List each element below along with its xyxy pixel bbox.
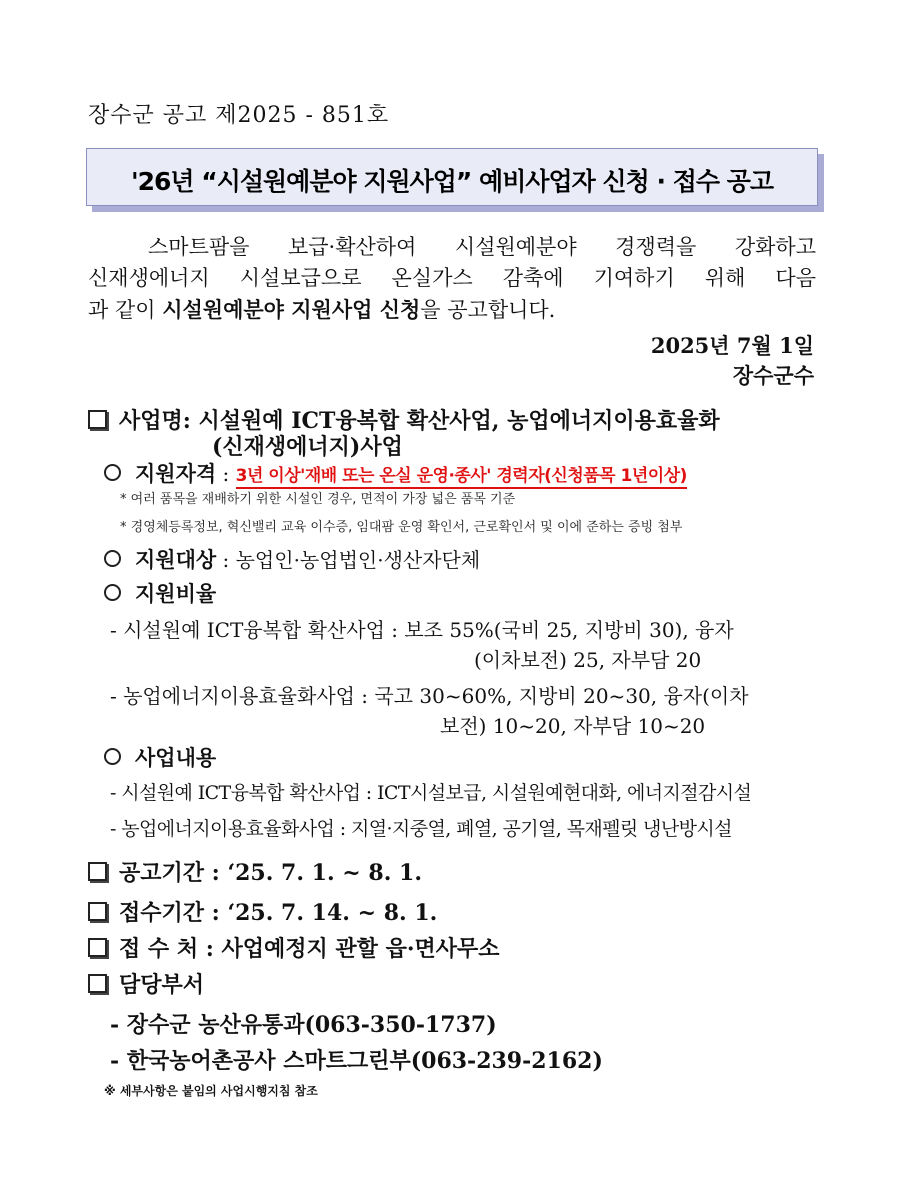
footnote: ※ 세부사항은 붙임의 사업시행지침 참조 [104,1084,318,1098]
content-row [104,742,216,772]
document-title: '26년 “시설원예분야 지원사업” 예비사업자 신청 · 접수 공고 [130,167,774,196]
content-item-1: - 시설원예 ICT융복합 확산사업 : ICT시설보급, 시설원예현대화, 에너지절감시설 [110,782,752,804]
ratio-item-1-label: - 시설원예 ICT융복합 확산사업 : [110,618,405,642]
receipt-period-row [88,896,437,927]
ratio-heading: 지원비율 [135,581,217,606]
receipt-place: 접 수 처 : 사업예정지 관할 읍·면사무소 [119,936,500,962]
project-name-row [88,404,720,435]
ratio-row [104,578,216,608]
ratio-item-1 [110,614,734,643]
circle-bullet-icon [104,550,121,567]
eligibility-colon: : [216,462,236,486]
checkbox-bullet-icon [88,410,107,429]
ratio-item-2 [110,680,749,709]
checkbox-bullet-icon [88,902,107,921]
eligibility-note-2: * 경영체등록정보, 혁신밸리 교육 이수증, 임대팜 운영 확인서, 근로확인서 및 이에 준하는 증빙 첨부 [120,520,683,535]
eligibility-heading: 지원자격 [135,461,217,486]
eligibility-row [104,458,687,488]
circle-bullet-icon [104,584,121,601]
project-name: 사업명: 시설원예 ICT융복합 확산사업, 농업에너지이용효율화 [119,408,720,434]
checkbox-bullet-icon [88,862,107,881]
notice-period: 공고기간 : ‘25. 7. 1. ~ 8. 1. [119,860,422,886]
target-value: : 농업인·농업법인·생산자단체 [216,548,481,572]
receipt-period: 접수기간 : ‘25. 7. 14. ~ 8. 1. [119,900,438,926]
target-heading: 지원대상 [135,547,217,572]
ratio-item-1-value: 보조 55%(국비 25, 지방비 30), 융자 [404,618,734,642]
ratio-item-2-cont: 보전) 10~20, 자부담 10~20 [440,714,706,738]
project-name-cont: (신재생에너지)사업 [212,434,403,460]
content-item-2: - 농업에너지이용효율화사업 : 지열·지중열, 폐열, 공기열, 목재펠릿 냉난방시설 [110,818,732,840]
notice-period-row [88,856,422,887]
target-row [104,544,480,574]
title-box [86,148,818,206]
ratio-item-2-value: 국고 30~60%, 지방비 20~30, 융자(이차 [374,684,749,708]
intro-line-2: 신재생에너지 시설보급으로 온실가스 감축에 기여하기 위해 다음 [88,266,816,290]
checkbox-bullet-icon [88,974,107,993]
contact-row [88,968,204,999]
intro-line-3-suffix: 을 공고합니다. [420,298,556,322]
eligibility-value: 3년 이상'재배 또는 온실 운영·종사' 경력자(신청품목 1년이상) [236,466,687,489]
ratio-item-2-label: - 농업에너지이용효율화사업 : [110,684,375,708]
contact-heading: 담당부서 [119,972,205,998]
notice-date: 2025년 7월 1일 [650,333,814,358]
intro-line-3-prefix: 과 같이 [88,298,163,322]
intro-line-3 [88,294,816,326]
receipt-place-row [88,932,500,963]
contact-dept-1: - 장수군 농산유통과(063-350-1737) [110,1012,497,1038]
circle-bullet-icon [104,464,121,481]
ratio-item-1-cont: (이차보전) 25, 자부담 20 [474,648,702,672]
intro-line-3-bold: 시설원예분야 지원사업 신청 [162,297,421,322]
intro-line-1: 스마트팜을 보급·확산하여 시설원예분야 경쟁력을 강화하고 [148,235,816,259]
circle-bullet-icon [104,748,121,765]
contact-dept-2: - 한국농어촌공사 스마트그린부(063-239-2162) [110,1048,603,1074]
content-heading: 사업내용 [135,745,217,770]
issuer: 장수군수 [732,363,814,388]
eligibility-note-1: * 여러 품목을 재배하기 위한 시설인 경우, 면적이 가장 넓은 품목 기준 [120,492,516,507]
notice-number: 장수군 공고 제2025 - 851호 [88,103,390,128]
checkbox-bullet-icon [88,938,107,957]
